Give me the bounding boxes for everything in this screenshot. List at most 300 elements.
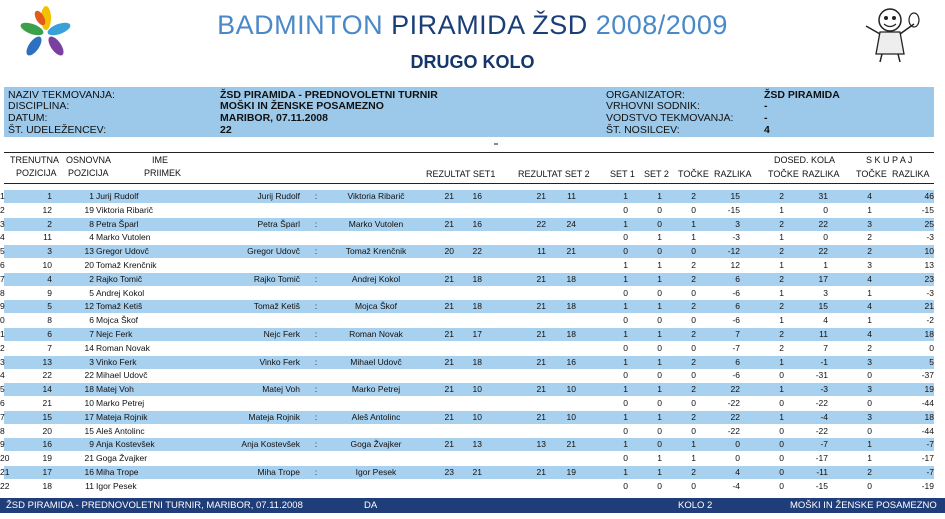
cell-base: 10 — [84, 398, 94, 408]
cell-pts: 2 — [691, 260, 696, 270]
info-label: DISCIPLINA: — [8, 100, 70, 112]
table-row — [0, 273, 945, 286]
cell-sep: : — [314, 246, 318, 257]
cell-name: Petra Šparl — [96, 218, 139, 229]
col-header: OSNOVNA — [66, 155, 112, 165]
cell-name: Mateja Rojnik — [96, 411, 148, 422]
cell-td: -7 — [926, 467, 934, 477]
cell-a2: 21 — [536, 384, 546, 395]
cell-s1: 1 — [623, 218, 628, 229]
cell-diff: 6 — [735, 273, 740, 284]
cell-dp: 0 — [779, 439, 784, 450]
cell-p2: Mihael Udovč — [350, 356, 402, 367]
cell-dd: -1 — [820, 356, 828, 367]
cell-b2: 21 — [566, 246, 576, 257]
cell-s1: 1 — [623, 191, 628, 201]
col-header: RAZLIKA — [892, 169, 930, 179]
cell-cur: 5 — [47, 301, 52, 312]
cell-idx: 7 — [0, 273, 5, 284]
cell-idx: 3 — [0, 218, 5, 229]
cell-dp: 0 — [779, 480, 784, 491]
cell-pts: 0 — [691, 287, 696, 298]
cell-p2: Goga Žvajker — [350, 439, 402, 450]
cell-dp: 1 — [779, 315, 784, 326]
table-row — [0, 425, 945, 438]
cell-a1: 23 — [444, 467, 454, 477]
cell-dp: 1 — [779, 384, 784, 395]
cell-b1: 22 — [472, 246, 482, 257]
cell-td: -17 — [921, 453, 934, 464]
cell-s1: 1 — [623, 411, 628, 422]
cell-name: Jurij Rudolf — [96, 191, 139, 201]
cell-sep: : — [314, 467, 318, 477]
cell-base: 16 — [84, 467, 94, 477]
cell-td: 25 — [924, 218, 934, 229]
cell-tp: 0 — [867, 480, 872, 491]
col-header: POZICIJA — [68, 168, 109, 178]
cell-idx: 6 — [0, 398, 5, 408]
cell-sep: : — [314, 301, 318, 312]
page-title — [0, 10, 945, 41]
cell-name: Miha Trope — [96, 467, 139, 477]
cell-pts: 2 — [691, 384, 696, 395]
cell-diff: -12 — [727, 246, 740, 257]
cell-diff: -22 — [727, 398, 740, 408]
info-label: NAZIV TEKMOVANJA: — [8, 89, 115, 101]
cell-dp: 2 — [779, 329, 784, 339]
cell-cur: 7 — [47, 342, 52, 353]
cell-b1: 21 — [472, 467, 482, 477]
cell-dd: 31 — [818, 191, 828, 201]
cell-diff: 22 — [730, 411, 740, 422]
cell-idx: 1 — [0, 329, 5, 339]
footer-flag: DA — [364, 500, 378, 511]
col-header: SET 1 — [610, 169, 635, 179]
cell-td: 23 — [924, 273, 934, 284]
cell-s1: 1 — [623, 260, 628, 270]
cell-s2: 1 — [657, 329, 662, 339]
table-row — [0, 452, 945, 465]
cell-s2: 0 — [657, 218, 662, 229]
cell-pts: 0 — [691, 342, 696, 353]
cell-s2: 0 — [657, 425, 662, 436]
cell-diff: 7 — [735, 329, 740, 339]
cell-td: 5 — [929, 356, 934, 367]
cell-cur: 3 — [47, 246, 52, 257]
cell-idx: 4 — [0, 370, 5, 381]
cell-diff: 6 — [735, 301, 740, 312]
cell-a2: 13 — [536, 439, 546, 450]
cell-dd: -31 — [815, 370, 828, 381]
cell-tp: 3 — [867, 218, 872, 229]
cell-s2: 1 — [657, 384, 662, 395]
cell-s1: 0 — [623, 370, 628, 381]
cell-cur: 19 — [42, 453, 52, 464]
col-header: REZULTAT SET1 — [426, 169, 496, 179]
cell-b1: 10 — [472, 384, 482, 395]
cell-s1: 0 — [623, 246, 628, 257]
cell-idx: 9 — [0, 301, 5, 312]
cell-tp: 2 — [867, 232, 872, 243]
cell-idx: 1 — [0, 191, 5, 201]
col-header: DOSED. KOLA — [774, 155, 836, 165]
cell-dd: -17 — [815, 453, 828, 464]
cell-name: Marko Vutolen — [96, 232, 151, 243]
cell-sep: : — [314, 218, 318, 229]
table-row — [0, 245, 945, 258]
cell-diff: 15 — [730, 191, 740, 201]
cell-s1: 0 — [623, 453, 628, 464]
cell-base: 18 — [84, 384, 94, 395]
cell-b1: 17 — [472, 329, 482, 339]
cell-p1: Miha Trope — [257, 467, 300, 477]
cell-cur: 22 — [42, 370, 52, 381]
table-row — [0, 259, 945, 272]
cell-b1: 18 — [472, 301, 482, 312]
cell-a2: 22 — [536, 218, 546, 229]
cell-idx: 21 — [0, 467, 10, 477]
cell-td: 19 — [924, 384, 934, 395]
info-label: VODSTVO TEKMOVANJA: — [606, 112, 734, 124]
cell-s2: 0 — [657, 439, 662, 450]
cell-diff: 4 — [735, 467, 740, 477]
table-row — [0, 383, 945, 396]
cell-b2: 10 — [566, 384, 576, 395]
cell-cur: 20 — [42, 425, 52, 436]
cell-p1: Matej Voh — [262, 384, 300, 395]
cell-s2: 1 — [657, 191, 662, 201]
cell-b1: 18 — [472, 356, 482, 367]
cell-base: 17 — [84, 411, 94, 422]
cell-idx: 9 — [0, 439, 5, 450]
table-row — [0, 204, 945, 217]
cell-idx: 8 — [0, 287, 5, 298]
cell-b2: 18 — [566, 301, 576, 312]
cell-tp: 4 — [867, 273, 872, 284]
cell-tp: 1 — [867, 287, 872, 298]
cell-tp: 3 — [867, 384, 872, 395]
cell-tp: 1 — [867, 315, 872, 326]
cell-s1: 0 — [623, 342, 628, 353]
cell-diff: -4 — [732, 480, 740, 491]
cell-s2: 0 — [657, 287, 662, 298]
table-row — [0, 369, 945, 382]
cell-dd: 22 — [818, 246, 828, 257]
cell-p2: Mojca Škof — [354, 301, 398, 312]
cell-pts: 0 — [691, 480, 696, 491]
cell-idx: 0 — [0, 315, 5, 326]
cell-b2: 18 — [566, 329, 576, 339]
cell-sep: : — [314, 329, 318, 339]
cell-b2: 16 — [566, 356, 576, 367]
cell-diff: -6 — [732, 315, 740, 326]
cell-p1: Tomaž Ketiš — [253, 301, 300, 312]
cell-dp: 1 — [779, 260, 784, 270]
col-header: TRENUTNA — [10, 155, 59, 165]
cell-dd: -22 — [815, 398, 828, 408]
cell-a2: 21 — [536, 191, 546, 201]
cell-diff: 22 — [730, 384, 740, 395]
cell-diff: -7 — [732, 342, 740, 353]
cell-s2: 0 — [657, 246, 662, 257]
table-header — [4, 152, 934, 184]
cell-sep: : — [314, 439, 318, 450]
cell-pts: 1 — [691, 218, 696, 229]
cell-pts: 1 — [691, 232, 696, 243]
cell-a1: 21 — [444, 273, 454, 284]
cell-td: -7 — [926, 439, 934, 450]
info-value: ŽSD PIRAMIDA — [764, 89, 840, 101]
cell-tp: 1 — [867, 453, 872, 464]
cell-sep: : — [314, 356, 318, 367]
cell-base: 13 — [84, 246, 94, 257]
cell-idx: 5 — [0, 384, 5, 395]
cell-idx: 5 — [0, 246, 5, 257]
cell-tp: 0 — [867, 398, 872, 408]
cell-p1: Gregor Udovč — [247, 246, 300, 257]
cell-base: 3 — [89, 356, 94, 367]
cell-name: Nejc Ferk — [96, 329, 133, 339]
cell-td: 13 — [924, 260, 934, 270]
cell-base: 22 — [84, 370, 94, 381]
cell-diff: 12 — [730, 260, 740, 270]
cell-tp: 0 — [867, 425, 872, 436]
cell-name: Gregor Udovč — [96, 246, 149, 257]
cell-p1: Anja Kostevšek — [241, 439, 300, 450]
cell-tp: 1 — [867, 204, 872, 215]
cell-tp: 2 — [867, 467, 872, 477]
info-label: VRHOVNI SODNIK: — [606, 100, 700, 112]
cell-pts: 0 — [691, 398, 696, 408]
cell-dp: 2 — [779, 273, 784, 284]
cell-pts: 2 — [691, 191, 696, 201]
title-badminton: BADMINTON — [217, 10, 384, 40]
cell-a2: 21 — [536, 356, 546, 367]
cell-td: -2 — [926, 315, 934, 326]
table-row — [0, 231, 945, 244]
cell-p2: Aleš Antolinc — [351, 411, 401, 422]
cell-tp: 2 — [867, 342, 872, 353]
tournament-info-panel — [4, 87, 934, 137]
col-header: S K U P A J — [866, 155, 913, 165]
cell-b1: 13 — [472, 439, 482, 450]
cell-s2: 1 — [657, 301, 662, 312]
cell-cur: 17 — [42, 467, 52, 477]
cell-b1: 18 — [472, 273, 482, 284]
cell-base: 14 — [84, 342, 94, 353]
cell-s2: 0 — [657, 480, 662, 491]
cell-base: 19 — [84, 204, 94, 215]
cell-base: 4 — [89, 232, 94, 243]
cell-p1: Nejc Ferk — [263, 329, 300, 339]
cell-td: -44 — [921, 425, 934, 436]
cell-diff: -6 — [732, 287, 740, 298]
cell-dp: 2 — [779, 301, 784, 312]
cell-a1: 21 — [444, 411, 454, 422]
cell-s1: 1 — [623, 273, 628, 284]
title-season: 2008/2009 — [595, 10, 728, 40]
cell-p1: Vinko Ferk — [259, 356, 300, 367]
cell-name: Mihael Udovč — [96, 370, 148, 381]
cell-dp: 0 — [779, 398, 784, 408]
cell-pts: 0 — [691, 370, 696, 381]
cell-s1: 0 — [623, 425, 628, 436]
cell-dd: -4 — [820, 411, 828, 422]
cell-pts: 1 — [691, 453, 696, 464]
info-label: ŠT. UDELEŽENCEV: — [8, 124, 107, 136]
cell-pts: 1 — [691, 439, 696, 450]
cell-a1: 21 — [444, 191, 454, 201]
cell-s1: 1 — [623, 329, 628, 339]
cell-diff: 0 — [735, 453, 740, 464]
cell-cur: 11 — [43, 232, 52, 243]
table-row — [0, 466, 945, 479]
cell-cur: 2 — [47, 218, 52, 229]
col-header: TOČKE — [678, 169, 709, 179]
cell-a2: 11 — [537, 246, 546, 257]
cell-idx: 7 — [0, 411, 5, 422]
cell-cur: 6 — [47, 329, 52, 339]
cell-dp: 0 — [779, 370, 784, 381]
cell-dd: 22 — [818, 218, 828, 229]
cell-cur: 1 — [47, 191, 52, 201]
cell-cur: 13 — [42, 356, 52, 367]
cell-pts: 0 — [691, 315, 696, 326]
col-header: REZULTAT SET 2 — [518, 169, 590, 179]
cell-pts: 0 — [691, 204, 696, 215]
cell-s2: 0 — [657, 204, 662, 215]
col-header: PRIIMEK — [144, 168, 182, 178]
cell-tp: 4 — [867, 191, 872, 201]
cell-dp: 1 — [779, 411, 784, 422]
cell-s1: 1 — [623, 384, 628, 395]
cell-dd: 4 — [823, 315, 828, 326]
cell-p2: Igor Pesek — [355, 467, 397, 477]
cell-td: 10 — [924, 246, 934, 257]
cell-base: 1 — [89, 191, 94, 201]
page-subtitle: DRUGO KOLO — [410, 52, 535, 72]
cell-pts: 0 — [691, 425, 696, 436]
cell-base: 9 — [89, 439, 94, 450]
cell-diff: -6 — [732, 370, 740, 381]
cell-dd: 1 — [823, 260, 828, 270]
cell-b2: 24 — [566, 218, 576, 229]
cell-s2: 0 — [657, 315, 662, 326]
cell-sep: : — [314, 384, 318, 395]
cell-s2: 1 — [657, 273, 662, 284]
cell-cur: 9 — [47, 287, 52, 298]
cell-a1: 21 — [444, 301, 454, 312]
cell-s1: 0 — [623, 398, 628, 408]
cell-idx: 3 — [0, 356, 5, 367]
cell-a1: 21 — [444, 356, 454, 367]
cell-sep: : — [314, 191, 318, 201]
cell-s1: 1 — [623, 467, 628, 477]
info-value: 4 — [764, 124, 770, 136]
cell-s1: 0 — [623, 480, 628, 491]
table-row — [0, 328, 945, 341]
cell-dd: 0 — [823, 232, 828, 243]
cell-name: Tomaž Ketiš — [96, 301, 143, 312]
cell-dd: -15 — [815, 480, 828, 491]
cell-name: Vinko Ferk — [96, 356, 137, 367]
cell-name: Goga Žvajker — [96, 453, 148, 464]
cell-dp: 0 — [779, 425, 784, 436]
info-label: DATUM: — [8, 112, 48, 124]
cell-p1: Rajko Tomič — [253, 273, 300, 284]
info-value: ŽSD PIRAMIDA - PREDNOVOLETNI TURNIR — [220, 89, 438, 101]
cell-a1: 21 — [444, 384, 454, 395]
cell-b2: 19 — [566, 467, 576, 477]
cell-pts: 2 — [691, 273, 696, 284]
cell-name: Anja Kostevšek — [96, 439, 155, 450]
cell-a2: 21 — [536, 329, 546, 339]
cell-dp: 0 — [779, 453, 784, 464]
cell-tp: 3 — [867, 260, 872, 270]
cell-dp: 1 — [779, 356, 784, 367]
cell-cur: 16 — [42, 439, 52, 450]
table-row — [0, 438, 945, 451]
cell-a2: 21 — [536, 273, 546, 284]
cell-b2: 18 — [566, 273, 576, 284]
cell-dp: 1 — [779, 287, 784, 298]
cell-p1: Petra Šparl — [257, 218, 300, 229]
cell-td: 18 — [924, 329, 934, 339]
table-row — [0, 218, 945, 231]
cell-s2: 0 — [657, 370, 662, 381]
cell-td: -3 — [926, 232, 934, 243]
info-value: MARIBOR, 07.11.2008 — [220, 112, 328, 124]
info-label: ORGANIZATOR: — [606, 89, 685, 101]
cell-base: 7 — [89, 329, 94, 339]
cell-s2: 1 — [657, 232, 662, 243]
cell-pts: 0 — [691, 246, 696, 257]
info-label: ŠT. NOSILCEV: — [606, 124, 680, 136]
cell-base: 6 — [89, 315, 94, 326]
cell-dp: 2 — [779, 218, 784, 229]
cell-a1: 21 — [444, 439, 454, 450]
cell-dd: 17 — [818, 273, 828, 284]
cell-cur: 15 — [42, 411, 52, 422]
cell-cur: 8 — [47, 315, 52, 326]
cell-p1: Mateja Rojnik — [248, 411, 300, 422]
cell-name: Igor Pesek — [96, 480, 137, 491]
cell-idx: 2 — [0, 204, 5, 215]
cell-idx: 8 — [0, 425, 5, 436]
cell-name: Matej Voh — [96, 384, 134, 395]
cell-cur: 18 — [42, 480, 52, 491]
cell-s2: 0 — [657, 398, 662, 408]
cell-name: Roman Novak — [96, 342, 150, 353]
cell-p2: Andrej Kokol — [351, 273, 401, 284]
cell-b2: 11 — [567, 191, 576, 201]
cell-td: 21 — [924, 301, 934, 312]
cell-dp: 2 — [779, 342, 784, 353]
cell-tp: 3 — [867, 356, 872, 367]
cell-base: 2 — [89, 273, 94, 284]
cell-base: 20 — [84, 260, 94, 270]
cell-tp: 4 — [867, 301, 872, 312]
cell-pts: 2 — [691, 329, 696, 339]
cell-base: 8 — [89, 218, 94, 229]
cell-diff: -15 — [727, 204, 740, 215]
cell-dp: 1 — [779, 204, 784, 215]
cell-base: 5 — [89, 287, 94, 298]
cell-tp: 3 — [867, 411, 872, 422]
info-value: MOŠKI IN ŽENSKE POSAMEZNO — [220, 100, 384, 112]
cell-name: Marko Petrej — [96, 398, 145, 408]
cell-cur: 21 — [42, 398, 52, 408]
